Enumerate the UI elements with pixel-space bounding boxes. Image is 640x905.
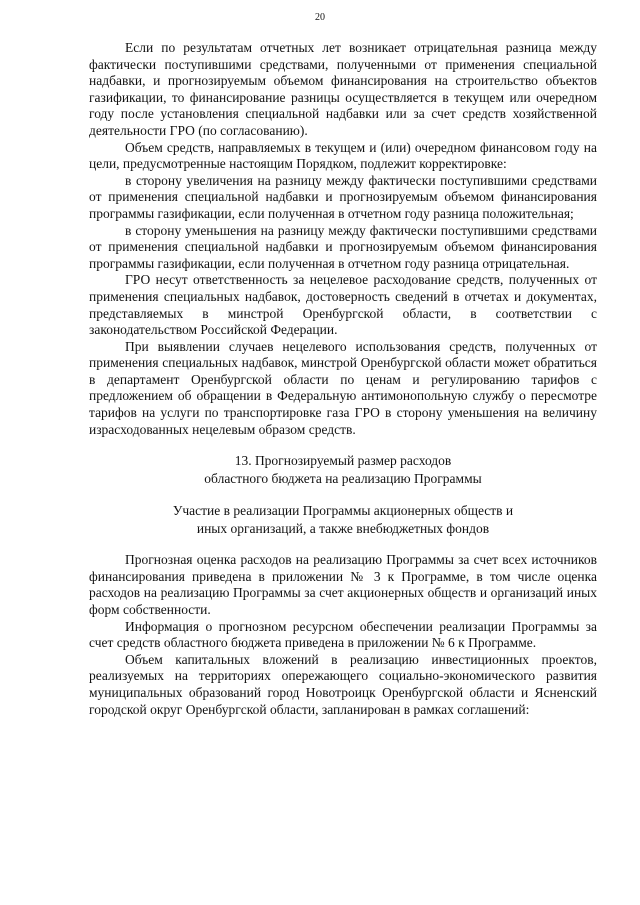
section-heading-line: 13. Прогнозируемый размер расходов bbox=[234, 453, 452, 469]
subsection-heading-line: Участие в реализации Программы акционерных обществ и bbox=[172, 503, 514, 519]
paragraph: При выявлении случаев нецелевого использования средств, полученных от применения специальных надбавок, минстрой Оренбургской области может обратиться в департамент Оренбургской области по ценам и регулированию тарифов с предложением об обращении в Федеральную антимонопольную службу о пересмотре тарифов на услуги по транспортировке газа ГРО в сторону уменьшения на величину израсходованных нецелевым образом средств. bbox=[89, 338, 597, 437]
paragraph: ГРО несут ответственность за нецелевое расходование средств, полученных от применения специальных надбавок, достоверность сведений в отчетах и документах, представляемых в минстрой Оренбургской области, в соответствии с законодательством Российской Федерации. bbox=[89, 272, 597, 338]
paragraph: Объем капитальных вложений в реализацию инвестиционных проектов, реализуемых на территориях опережающего социально-экономического развития муниципальных образований город Новотроицк Оренбургской области и Ясненский городской округ Оренбургской области, запланирован в рамках соглашений: bbox=[89, 651, 597, 717]
paragraph: в сторону уменьшения на разницу между фактически поступившими средствами от применения специальной надбавки и прогнозируемым объемом финансирования программы газификации, если полученная в отчетном году разница отрицательная. bbox=[89, 222, 597, 271]
paragraph: Информация о прогнозном ресурсном обеспечении реализации Программы за счет средств областного бюджета приведена в приложении № 6 к Программе. bbox=[89, 618, 597, 651]
document-body bbox=[89, 40, 597, 718]
paragraph: в сторону увеличения на разницу между фактически поступившими средствами от применения специальной надбавки и прогнозируемым объемом финансирования программы газификации, если полученная в отчетном году разница положительная; bbox=[89, 172, 597, 221]
section-heading-line: областного бюджета на реализацию Программы bbox=[204, 471, 482, 487]
paragraph: Прогнозная оценка расходов на реализацию Программы за счет всех источников финансирования приведена в приложении № 3 к Программе, в том числе оценка расходов на реализацию Программы за счет акционерных обществ и организаций иных форм собственности. bbox=[89, 552, 597, 618]
page-number: 20 bbox=[315, 12, 325, 23]
spacer bbox=[89, 538, 597, 552]
paragraph: Если по результатам отчетных лет возникает отрицательная разница между фактически поступившими средствами, полученными от применения специальной надбавки, и прогнозируемым объемом финансирования на строительство объектов газификации, то финансирование разницы осуществляется в текущем или очередном году после установления специальной надбавки или за счет средств хозяйственной деятельности ГРО (по согласованию). bbox=[89, 40, 597, 138]
subsection-heading-line: иных организаций, а также внебюджетных фондов bbox=[196, 521, 490, 537]
paragraph: Объем средств, направляемых в текущем и (или) очередном финансовом году на цели, предусмотренные настоящим Порядком, подлежит корректировке: bbox=[89, 139, 597, 172]
subsection-heading bbox=[89, 502, 597, 538]
section-heading bbox=[89, 452, 597, 488]
